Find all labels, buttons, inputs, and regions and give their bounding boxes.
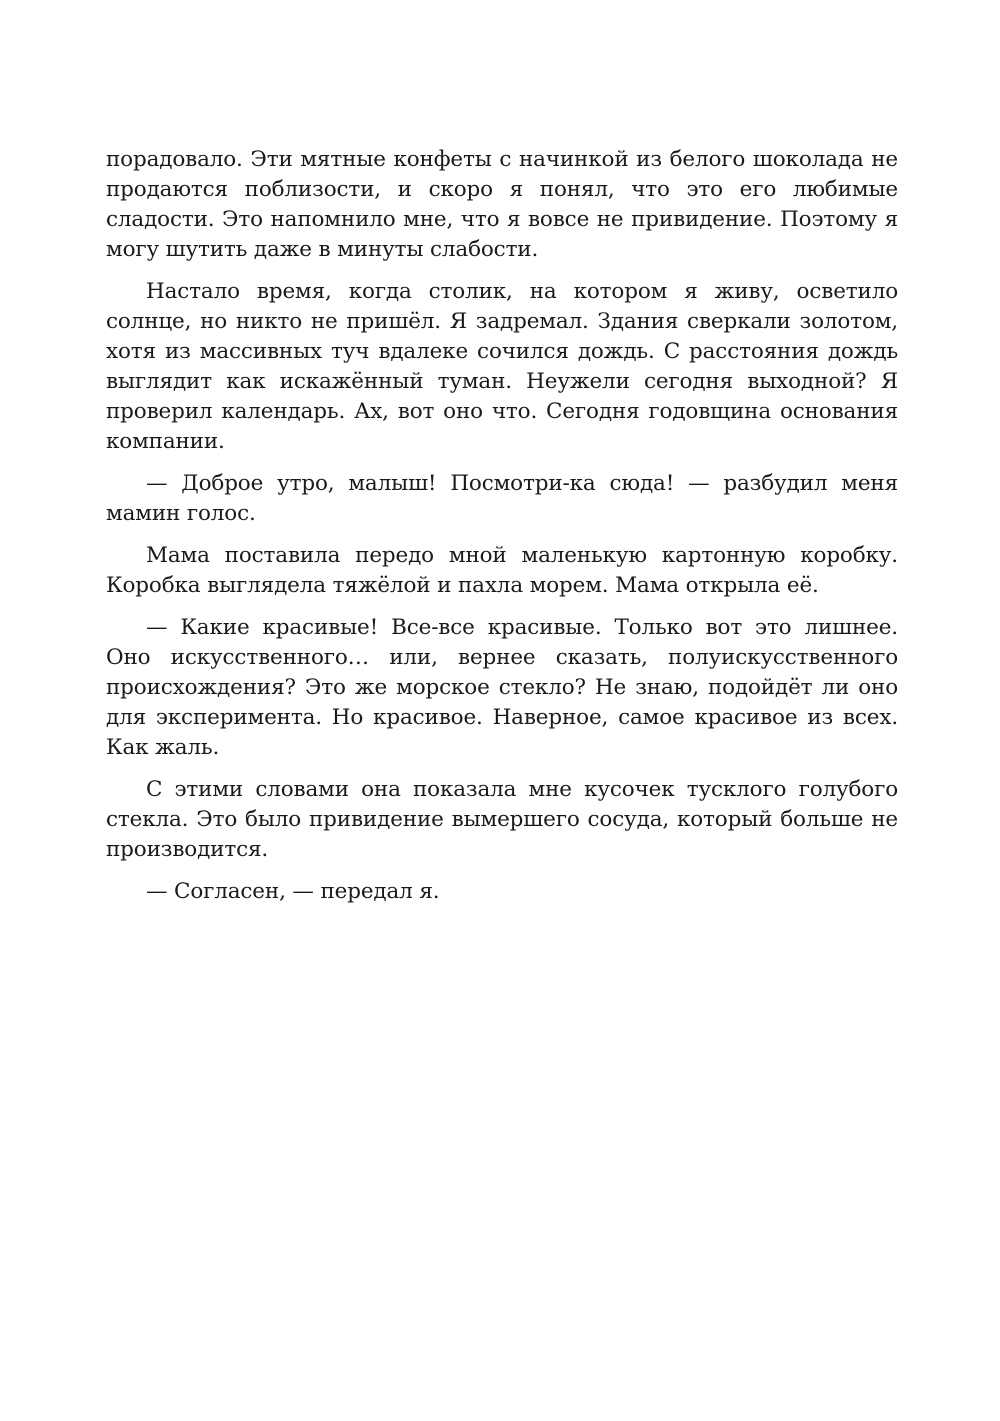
paragraph-box: Мама поставила передо мной маленькую картонную коробку. Коробка выглядела тяжёлой и пахла морем. Мама открыла её.: [106, 543, 898, 598]
paragraph-dialogue-agree: — Согласен, — передал я.: [146, 879, 440, 904]
paragraph-dialogue-beautiful: — Какие красивые! Все-все красивые. Только вот это лишнее. Оно искусственного… или, вернее сказать, полуискусственного происхождения? Это же морское стекло? Не знаю, подойдёт ли оно для эксперимента. Но красивое. Наверное, самое красивое из всех. Как жаль.: [106, 615, 898, 760]
paragraph-sunlight: Настало время, когда столик, на котором я живу, осветило солнце, но никто не пришёл. Я задремал. Здания сверкали золотом, хотя из массивных туч вдалеке сочился дождь. С расстояния дождь выглядит как искажённый туман. Неужели сегодня выходной? Я проверил календарь. Ах, вот оно что. Сегодня годовщина основания компании.: [106, 279, 898, 454]
paragraph-blue-glass: С этими словами она показала мне кусочек тусклого голубого стекла. Это было привидение вымершего сосуда, который больше не производится.: [106, 777, 898, 862]
paragraph-dialogue-morning: — Доброе утро, малыш! Посмотри-ка сюда! — разбудил меня мамин голос.: [106, 471, 898, 526]
paragraph-continuation: порадовало. Эти мятные конфеты с начинкой из белого шоколада не продаются поблизости, и скоро я понял, что это его любимые сладости. Это напомнило мне, что я вовсе не привидение. Поэтому я могу шутить даже в минуты слабости.: [106, 147, 898, 262]
body-text: [106, 145, 898, 919]
